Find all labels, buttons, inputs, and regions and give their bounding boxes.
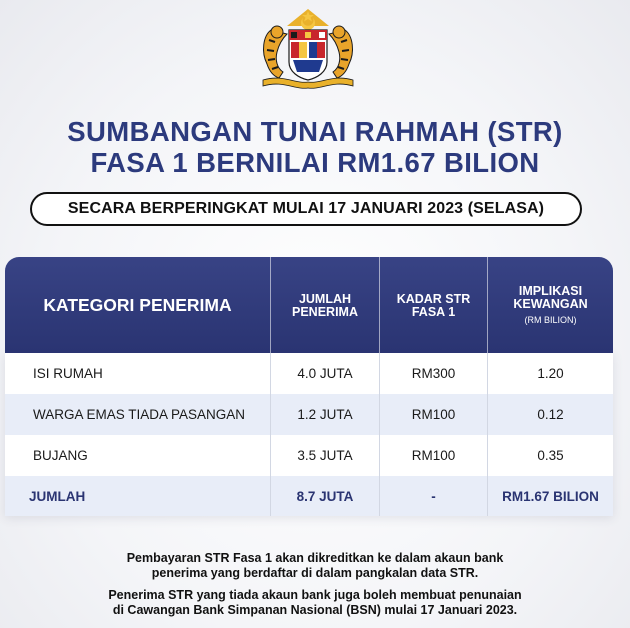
table-total-row (5, 476, 613, 516)
table-body (5, 353, 613, 516)
bsn-withdrawal-note (0, 588, 630, 618)
cell-impact: 1.20 (537, 366, 564, 381)
main-title-line-1: SUMBANGAN TUNAI RAHMAH (STR) (67, 116, 563, 147)
bsn-note-line-2: di Cawangan Bank Simpanan Nasional (BSN) mulai (112, 603, 421, 617)
header-recipients-line-2: PENERIMA (292, 305, 358, 319)
header-rate-line-2: FASA 1 (411, 305, 456, 319)
table-row (5, 353, 613, 394)
header-impact-line-1: IMPLIKASI (518, 283, 583, 298)
header-recipients-line-1: JUMLAH (298, 291, 352, 306)
cell-category: ISI RUMAH (5, 353, 271, 394)
cell-rate: RM100 (380, 394, 488, 435)
cell-recipients: 1.2 JUTA (271, 394, 380, 435)
subtitle-text: SECARA BERPERINGKAT MULAI 17 JANUARI 2023 (SELASA) (67, 200, 545, 217)
coat-of-arms-emblem (253, 6, 363, 92)
cell-recipients: 4.0 JUTA (271, 353, 380, 394)
cell-impact: 0.35 (537, 448, 564, 463)
bsn-note-end: . (513, 603, 518, 617)
header-category-label: KATEGORI PENERIMA (43, 295, 232, 316)
header-impact (488, 257, 613, 353)
table-header (5, 257, 613, 353)
header-rate-line-1: KADAR STR (396, 291, 471, 306)
header-recipients (271, 257, 380, 353)
cell-total-recipients: 8.7 JUTA (271, 476, 380, 516)
table-row (5, 435, 613, 476)
str-allocation-table (5, 257, 613, 516)
main-title-line-2: FASA 1 BERNILAI RM1.67 BILION (90, 147, 540, 178)
payment-note-line-2: penerima yang berdaftar di dalam pangkalan data STR. (151, 566, 479, 580)
bsn-note-date: 17 Januari 2023 (420, 603, 514, 617)
cell-category: WARGA EMAS TIADA PASANGAN (5, 394, 271, 435)
payment-note-line-1: Pembayaran STR Fasa 1 akan dikreditkan ke dalam akaun bank (126, 551, 504, 565)
header-rate (380, 257, 488, 353)
subtitle-pill (30, 192, 582, 226)
header-impact-unit: (RM BILION) (524, 314, 577, 325)
payment-note (0, 551, 630, 581)
cell-total-rate: - (380, 476, 488, 516)
bsn-note-line-1: Penerima STR yang tiada akaun bank juga boleh membuat penunaian (108, 588, 522, 602)
cell-recipients: 3.5 JUTA (271, 435, 380, 476)
cell-category: BUJANG (5, 435, 271, 476)
header-impact-line-2: KEWANGAN (513, 297, 588, 312)
cell-total-impact: RM1.67 BILION (502, 488, 599, 504)
cell-rate: RM300 (380, 353, 488, 394)
cell-impact: 0.12 (537, 407, 564, 422)
table-row (5, 394, 613, 435)
header-category (5, 257, 271, 353)
cell-rate: RM100 (380, 435, 488, 476)
cell-total-label: JUMLAH (5, 476, 271, 516)
